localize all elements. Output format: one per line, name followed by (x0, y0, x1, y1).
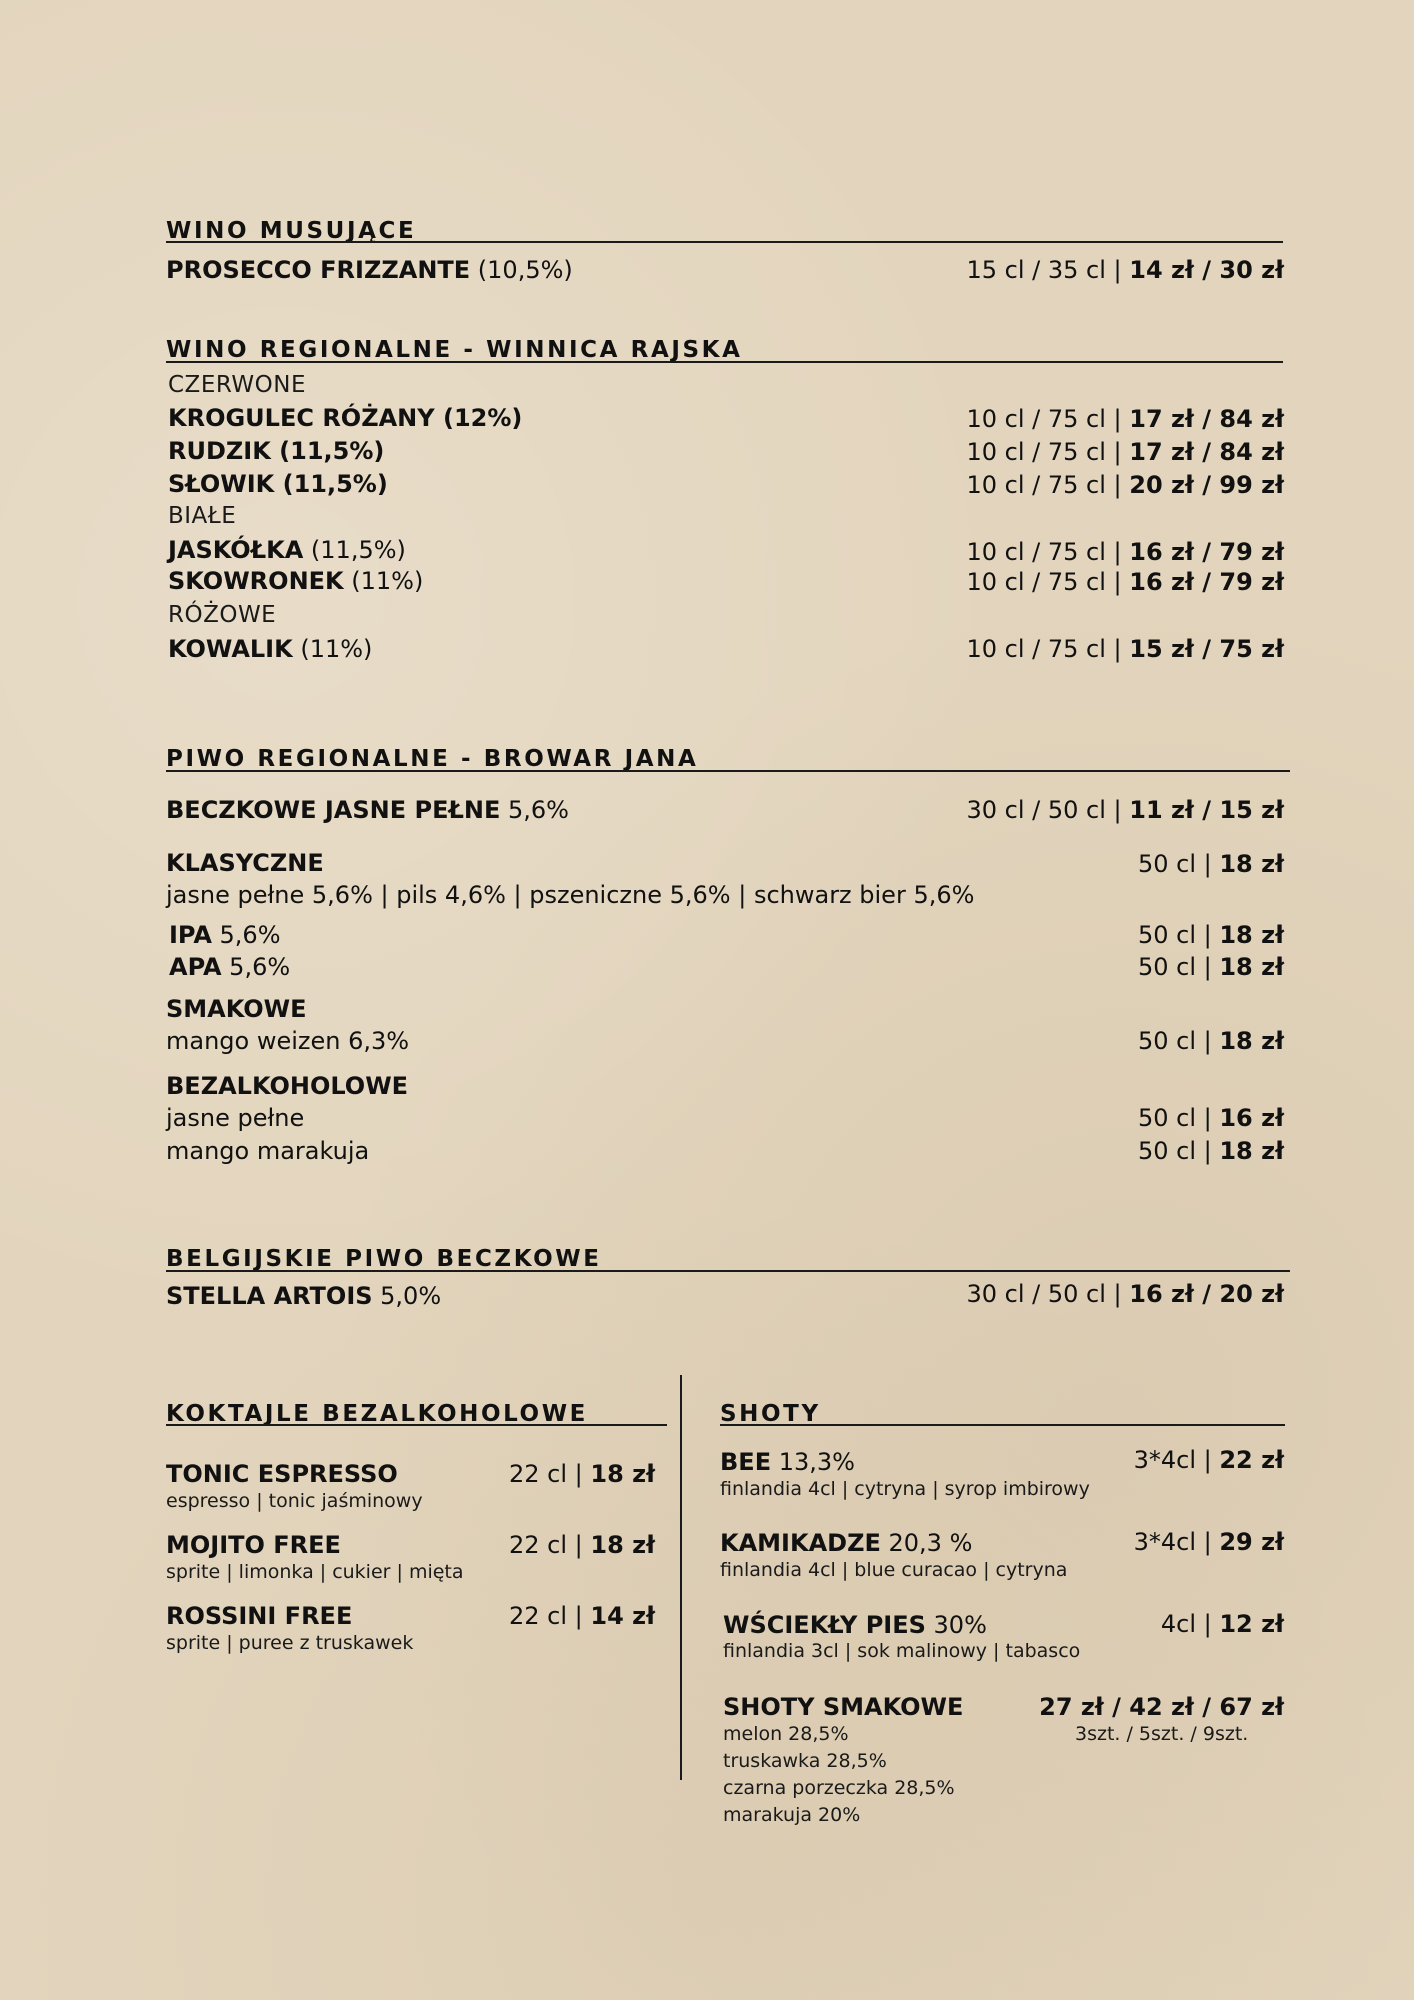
section-rule (166, 241, 1283, 243)
menu-item-ipa: IPA 5,6% (169, 921, 281, 949)
section-rule (166, 361, 1283, 363)
price-stella: 30 cl / 50 cl | 16 zł / 20 zł (966, 1280, 1284, 1308)
section-heading-belgian-beer: BELGIJSKIE PIWO BECZKOWE (166, 1246, 602, 1272)
price-prosecco: 15 cl / 35 cl | 14 zł / 30 zł (966, 256, 1284, 284)
price-jaskolka: 10 cl / 75 cl | 16 zł / 79 zł (966, 538, 1284, 566)
classic-beer-description: jasne pełne 5,6% | pils 4,6% | pszeniczne 5,6% | schwarz bier 5,6% (166, 881, 975, 909)
bee-description: finlandia 4cl | cytryna | syrop imbirowy (720, 1478, 1090, 1500)
price-flavored-beer: 50 cl | 18 zł (1137, 1027, 1284, 1055)
section-rule (166, 770, 1290, 772)
menu-item-rudzik: RUDZIK (11,5%) (168, 437, 385, 465)
menu-item-tonic-espresso: TONIC ESPRESSO (166, 1460, 398, 1488)
section-heading-regional-wine: WINO REGIONALNE - WINNICA RAJSKA (166, 337, 743, 363)
menu-item-krogulec: KROGULEC RÓŻANY (12%) (168, 404, 523, 432)
menu-item-flavored-beer: SMAKOWE (166, 995, 307, 1023)
price-krogulec: 10 cl / 75 cl | 17 zł / 84 zł (966, 405, 1284, 433)
price-rudzik: 10 cl / 75 cl | 17 zł / 84 zł (966, 438, 1284, 466)
section-rule (166, 1424, 667, 1426)
menu-item-flavored-shots: SHOTY SMAKOWE (723, 1693, 964, 1721)
price-kowalik: 10 cl / 75 cl | 15 zł / 75 zł (966, 635, 1284, 663)
section-heading-regional-beer: PIWO REGIONALNE - BROWAR JANA (166, 746, 699, 772)
section-rule (166, 1270, 1290, 1272)
menu-item-kowalik: KOWALIK (11%) (168, 635, 373, 663)
menu-item-apa: APA 5,6% (169, 953, 291, 981)
menu-item-bee: BEE 13,3% (720, 1448, 855, 1476)
price-nonalc-beer-1: 50 cl | 16 zł (1137, 1104, 1284, 1132)
subcategory-white: BIAŁE (168, 503, 237, 529)
price-kamikadze: 3*4cl | 29 zł (1133, 1528, 1284, 1556)
tonic-espresso-description: espresso | tonic jaśminowy (166, 1490, 423, 1512)
price-draft-beer: 30 cl / 50 cl | 11 zł / 15 zł (966, 796, 1284, 824)
menu-item-wsciekly-pies: WŚCIEKŁY PIES 30% (723, 1611, 987, 1639)
price-flavored-shots: 27 zł / 42 zł / 67 zł (1039, 1693, 1284, 1721)
menu-item-stella: STELLA ARTOIS 5,0% (166, 1282, 442, 1310)
kamikadze-description: finlandia 4cl | blue curacao | cytryna (720, 1559, 1068, 1581)
flavor-item: czarna porzeczka 28,5% (723, 1777, 955, 1799)
rossini-free-description: sprite | puree z truskawek (166, 1632, 414, 1654)
menu-item-nonalcoholic-beer: BEZALKOHOLOWE (166, 1072, 409, 1100)
menu-item-draft-beer: BECZKOWE JASNE PEŁNE 5,6% (166, 796, 569, 824)
section-heading-mocktails: KOKTAJLE BEZALKOHOLOWE (166, 1401, 588, 1427)
price-apa: 50 cl | 18 zł (1137, 953, 1284, 981)
subcategory-red: CZERWONE (168, 372, 306, 398)
menu-item-prosecco: PROSECCO FRIZZANTE (10,5%) (166, 256, 573, 284)
menu-item-skowronek: SKOWRONEK (11%) (168, 567, 424, 595)
price-ipa: 50 cl | 18 zł (1137, 921, 1284, 949)
price-rossini-free: 22 cl | 14 zł (509, 1602, 656, 1630)
section-rule (720, 1424, 1285, 1426)
price-mojito-free: 22 cl | 18 zł (509, 1531, 656, 1559)
menu-item-classic-beer: KLASYCZNE (166, 849, 324, 877)
menu-item-kamikadze: KAMIKADZE 20,3 % (720, 1529, 973, 1557)
flavor-item: truskawka 28,5% (723, 1750, 887, 1772)
price-slowik: 10 cl / 75 cl | 20 zł / 99 zł (966, 471, 1284, 499)
price-classic-beer: 50 cl | 18 zł (1137, 850, 1284, 878)
section-heading-sparkling: WINO MUSUJĄCE (166, 218, 417, 244)
section-heading-shots: SHOTY (720, 1401, 821, 1427)
menu-item-mojito-free: MOJITO FREE (166, 1531, 341, 1559)
menu-item-jaskolka: JASKÓŁKA (11,5%) (168, 536, 406, 564)
column-divider (680, 1375, 682, 1780)
price-wsciekly-pies: 4cl | 12 zł (1160, 1610, 1284, 1638)
flavor-item: marakuja 20% (723, 1804, 861, 1826)
flavored-beer-description: mango weizen 6,3% (166, 1027, 410, 1055)
nonalc-beer-1: jasne pełne (166, 1104, 305, 1132)
price-skowronek: 10 cl / 75 cl | 16 zł / 79 zł (966, 568, 1284, 596)
menu-item-slowik: SŁOWIK (11,5%) (168, 470, 388, 498)
flavor-item: melon 28,5% (723, 1723, 849, 1745)
price-tonic-espresso: 22 cl | 18 zł (509, 1460, 656, 1488)
price-nonalc-beer-2: 50 cl | 18 zł (1137, 1137, 1284, 1165)
nonalc-beer-2: mango marakuja (166, 1137, 370, 1165)
price-bee: 3*4cl | 22 zł (1133, 1446, 1284, 1474)
flavored-shots-counts: 3szt. / 5szt. / 9szt. (1075, 1723, 1249, 1745)
menu-item-rossini-free: ROSSINI FREE (166, 1602, 353, 1630)
mojito-free-description: sprite | limonka | cukier | mięta (166, 1561, 464, 1583)
wsciekly-pies-description: finlandia 3cl | sok malinowy | tabasco (723, 1640, 1081, 1662)
subcategory-rose: RÓŻOWE (168, 602, 277, 628)
